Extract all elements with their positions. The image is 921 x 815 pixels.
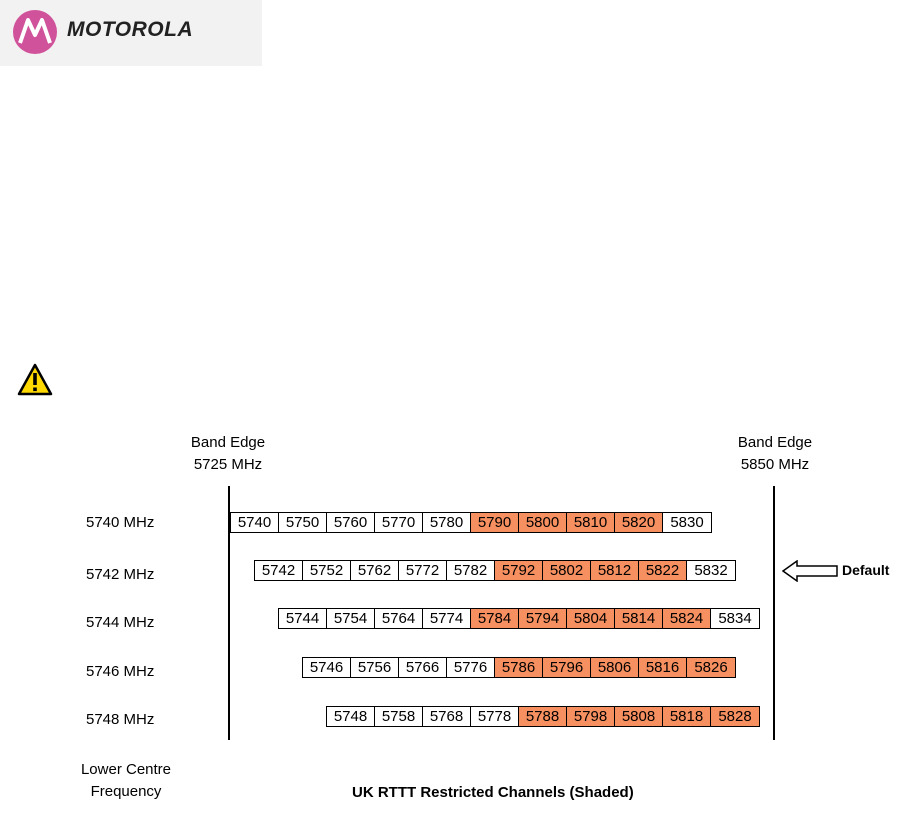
channel-cell-5792: 5792	[495, 561, 543, 580]
channel-cell-5798: 5798	[567, 707, 615, 726]
warning-triangle-icon	[17, 363, 53, 397]
channel-cell-5778: 5778	[471, 707, 519, 726]
channel-cell-5770: 5770	[375, 513, 423, 532]
channel-cell-5772: 5772	[399, 561, 447, 580]
channel-cell-5796: 5796	[543, 658, 591, 677]
channel-cell-5816: 5816	[639, 658, 687, 677]
channel-cell-5802: 5802	[543, 561, 591, 580]
band-edge-right-line	[773, 486, 775, 740]
channel-cell-5790: 5790	[471, 513, 519, 532]
channel-cell-5806: 5806	[591, 658, 639, 677]
channel-cell-5814: 5814	[615, 609, 663, 628]
band-edge-left-title: Band Edge	[190, 434, 266, 451]
band-edge-right-title: Band Edge	[737, 434, 813, 451]
channel-cell-5748: 5748	[327, 707, 375, 726]
channel-cell-5780: 5780	[423, 513, 471, 532]
channel-cell-5740: 5740	[231, 513, 279, 532]
channel-row-5748	[326, 706, 760, 727]
channel-cell-5784: 5784	[471, 609, 519, 628]
channel-cell-5746: 5746	[303, 658, 351, 677]
row-label-5740: 5740 MHz	[86, 514, 155, 531]
channel-cell-5758: 5758	[375, 707, 423, 726]
channel-cell-5782: 5782	[447, 561, 495, 580]
channel-cell-5834: 5834	[718, 610, 752, 627]
channel-cell-5810: 5810	[567, 513, 615, 532]
channel-cell-5822: 5822	[639, 561, 687, 580]
lower-centre-label: Lower Centre	[80, 761, 172, 778]
channel-row-5742	[254, 560, 736, 581]
row-label-5744: 5744 MHz	[86, 614, 155, 631]
default-label: Default	[842, 562, 890, 578]
brand-name: MOTOROLA	[67, 18, 194, 41]
band-edge-right-freq: 5850 MHz	[740, 456, 810, 473]
channel-row-5740	[230, 512, 712, 533]
channel-cell-5812: 5812	[591, 561, 639, 580]
channel-row-5746	[302, 657, 736, 678]
channel-cell-5754: 5754	[327, 609, 375, 628]
channel-cell-5744: 5744	[279, 609, 327, 628]
channel-cell-5752: 5752	[303, 561, 351, 580]
channel-cell-5824: 5824	[663, 609, 711, 628]
row-label-5746: 5746 MHz	[86, 663, 155, 680]
motorola-logo-icon	[12, 9, 58, 55]
channel-cell-5818: 5818	[663, 707, 711, 726]
channel-cell-5764: 5764	[375, 609, 423, 628]
channel-cell-5832: 5832	[694, 562, 728, 579]
channel-cell-5794: 5794	[519, 609, 567, 628]
channel-cell-5742: 5742	[255, 561, 303, 580]
channel-cell-5828: 5828	[711, 707, 759, 726]
left-arrow-icon	[782, 560, 838, 582]
channel-cell-5820: 5820	[615, 513, 663, 532]
header-logo-area	[0, 0, 262, 66]
channel-cell-5762: 5762	[351, 561, 399, 580]
channel-cell-5768: 5768	[423, 707, 471, 726]
channel-cell-5756: 5756	[351, 658, 399, 677]
channel-cell-5750: 5750	[279, 513, 327, 532]
channel-cell-5826: 5826	[687, 658, 735, 677]
band-edge-left-freq: 5725 MHz	[193, 456, 263, 473]
channel-cell-5786: 5786	[495, 658, 543, 677]
channel-cell-5760: 5760	[327, 513, 375, 532]
channel-cell-5774: 5774	[423, 609, 471, 628]
row-label-5748: 5748 MHz	[86, 711, 155, 728]
frequency-label: Frequency	[90, 783, 162, 800]
channel-row-5744	[278, 608, 760, 629]
channel-cell-5830: 5830	[670, 514, 704, 531]
channel-cell-5776: 5776	[447, 658, 495, 677]
diagram-caption: UK RTTT Restricted Channels (Shaded)	[352, 784, 634, 801]
channel-cell-5808: 5808	[615, 707, 663, 726]
channel-cell-5800: 5800	[519, 513, 567, 532]
channel-cell-5766: 5766	[399, 658, 447, 677]
channel-cell-5804: 5804	[567, 609, 615, 628]
row-label-5742: 5742 MHz	[86, 566, 155, 583]
channel-cell-5788: 5788	[519, 707, 567, 726]
